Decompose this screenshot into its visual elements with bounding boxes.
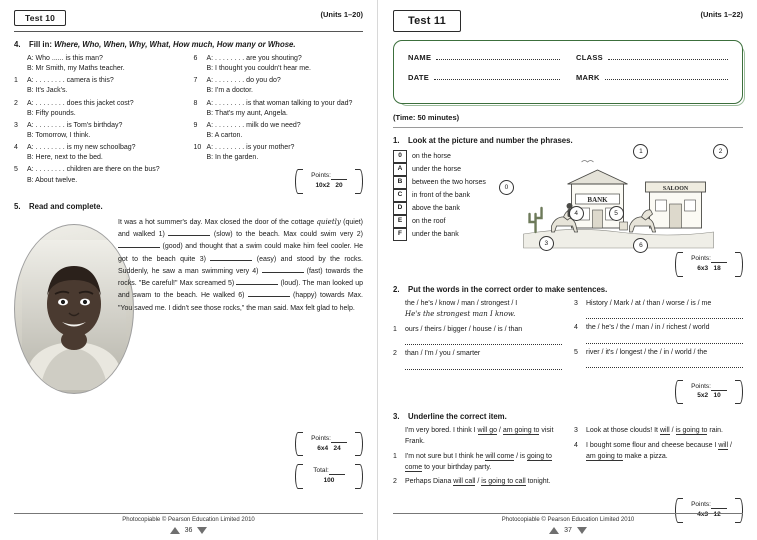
qa-answer: B: Mr Smith, my Maths teacher. xyxy=(27,65,125,73)
choice-mid: / is xyxy=(514,452,527,460)
points-blank xyxy=(331,172,347,180)
marker-6: 6 xyxy=(633,238,648,253)
page-right xyxy=(379,0,757,540)
choice-pre: Perhaps Diana xyxy=(405,478,454,486)
western-scene-illustration xyxy=(494,148,743,249)
qa-item xyxy=(14,165,184,185)
marker-4: 4 xyxy=(569,206,584,221)
story-gap-5 xyxy=(236,284,278,285)
qa-number: 4 xyxy=(14,144,18,152)
order-item xyxy=(393,349,562,370)
choice-option-b[interactable]: is going to call xyxy=(481,478,526,486)
phrase-box[interactable]: A xyxy=(393,163,407,176)
order-number: 1 xyxy=(393,325,397,333)
choice-post: rain. xyxy=(707,427,723,435)
qa-question: A: . . . . . . . . is your mother? xyxy=(206,144,295,152)
qa-question: A: Who ...... is this man? xyxy=(27,55,103,62)
marker-5: 5 xyxy=(609,206,624,221)
points-badge-ex4 xyxy=(295,169,363,194)
choice-option-b[interactable]: am going to xyxy=(586,452,623,460)
phrase-list xyxy=(393,150,486,246)
order-number: 2 xyxy=(393,350,397,358)
choice-option-a[interactable]: will come xyxy=(485,452,515,460)
phrase-text: in front of the bank xyxy=(412,191,470,199)
story-part-7: (loud). The man looked up and swam to the beach. He walked 6) xyxy=(118,280,363,300)
order-prompt: the / he's / know / man / strongest / I xyxy=(405,299,518,307)
exercise-3-columns xyxy=(393,426,743,492)
list-item[interactable] xyxy=(393,163,486,176)
points-calc: 6x4 xyxy=(317,444,329,452)
class-label: CLASS xyxy=(576,53,603,62)
total-wrap xyxy=(14,464,363,489)
triangle-left-icon xyxy=(170,527,180,534)
qa-question: A: . . . . . . . . children are there on the bus? xyxy=(27,166,160,174)
story-gap-6 xyxy=(248,296,290,297)
qa-question: A: . . . . . . . . are you shouting? xyxy=(206,55,302,62)
qa-question: A: . . . . . . . . does this jacket cost? xyxy=(27,99,134,107)
choice-number: 3 xyxy=(574,427,578,435)
qa-answer: B: I'm a doctor. xyxy=(206,87,253,95)
class-field[interactable] xyxy=(576,51,728,62)
left-footer xyxy=(0,513,377,534)
exercise-3-column-right xyxy=(574,426,743,492)
order-item xyxy=(574,299,743,320)
choice-number: 1 xyxy=(393,452,397,460)
qa-item xyxy=(194,99,364,119)
choice-mid: / xyxy=(728,441,732,449)
exercise-1-body xyxy=(393,148,743,249)
choice-pre: Look at those clouds! It xyxy=(586,427,660,435)
marker-2: 2 xyxy=(713,144,728,159)
order-number: 5 xyxy=(574,348,578,356)
exercise-4-points-wrap xyxy=(194,169,364,194)
class-input-line[interactable] xyxy=(608,51,728,60)
choice-pre: I'm very bored. I think I xyxy=(405,427,478,435)
points-blank xyxy=(711,383,727,391)
exercise-1-title xyxy=(393,136,743,145)
order-prompt: the / he's / the / man / in / richest / world xyxy=(586,324,710,332)
exercise-2-column-left xyxy=(393,299,562,374)
phrase-box[interactable]: E xyxy=(393,215,407,228)
order-item xyxy=(393,299,562,321)
story-gap-3 xyxy=(210,260,252,261)
choice-post: visit Frank. xyxy=(405,427,554,445)
svg-text:SALOON: SALOON xyxy=(662,186,689,192)
phrase-text: above the bank xyxy=(412,204,460,212)
choice-pre: I bought some flour and cheese because I xyxy=(586,441,719,449)
left-page-header xyxy=(14,10,363,26)
answer-line[interactable] xyxy=(586,310,743,319)
choice-number: 4 xyxy=(574,441,578,449)
qa-number: 1 xyxy=(14,77,18,85)
points-label: Points: xyxy=(311,172,331,180)
triangle-right-icon xyxy=(577,527,587,534)
exercise-4-columns xyxy=(14,54,363,194)
story-part-4: (good) and thought that a swim could make him feel cooler. He got to the beach quite 3) xyxy=(118,243,363,263)
points-badge-ex1 xyxy=(675,252,743,277)
page-number-right: 37 xyxy=(564,527,572,534)
svg-text:BANK: BANK xyxy=(587,196,608,204)
choice-option-b[interactable]: am going to xyxy=(502,427,540,435)
exercise-4-title xyxy=(14,40,363,49)
exercise-3-column-left xyxy=(393,426,562,492)
marker-1: 1 xyxy=(633,144,648,159)
choice-item[interactable] xyxy=(574,441,743,463)
units-label-left: (Units 1–20) xyxy=(320,10,363,19)
page-number-left-wrap xyxy=(0,527,377,534)
phrase-box[interactable]: D xyxy=(393,202,407,215)
qa-item xyxy=(14,99,184,119)
choice-pre: I'm not sure but I think he xyxy=(405,452,486,460)
qa-item xyxy=(14,54,184,74)
exercise-2-columns xyxy=(393,299,743,374)
choice-post: make a pizza. xyxy=(622,452,668,460)
answer-line[interactable] xyxy=(405,336,562,345)
qa-answer: B: About twelve. xyxy=(27,176,78,184)
points-label: Points: xyxy=(311,434,331,442)
choice-post: to your birthday party. xyxy=(422,463,492,471)
phrase-box[interactable]: 0 xyxy=(393,150,407,163)
exercise-3-title-text: Underline the correct item. xyxy=(408,412,507,422)
exercise-5-block xyxy=(14,216,363,426)
exercise-2-points-wrap xyxy=(393,380,743,405)
copyright-right: Photocopiable © Pearson Education Limited 2010 xyxy=(393,513,743,523)
story-part-5: (easy) and stood by the rocks. Suddenly, he saw a man swimming very 4) xyxy=(118,255,363,275)
list-item[interactable] xyxy=(393,202,486,215)
choice-mid: / xyxy=(669,427,676,435)
points-calc: 6x3 xyxy=(697,264,709,272)
qa-item xyxy=(14,76,184,96)
qa-number: 3 xyxy=(14,121,18,129)
order-prompt: than / I'm / you / smarter xyxy=(405,350,481,358)
points-label: Points: xyxy=(691,382,711,390)
qa-number: 10 xyxy=(193,144,202,152)
order-prompt: History / Mark / at / than / worse / is / me xyxy=(586,299,712,307)
exercise-5-title-text: Read and complete. xyxy=(29,201,103,211)
exercise-1-number: 1. xyxy=(393,136,400,145)
time-rule xyxy=(393,127,743,128)
student-info-row-2 xyxy=(408,71,728,82)
order-number: 3 xyxy=(574,299,578,307)
choice-number: 2 xyxy=(393,478,397,486)
points-calc: 5x2 xyxy=(697,392,709,400)
choice-post: tonight. xyxy=(525,478,551,486)
qa-item xyxy=(194,76,364,96)
exercise-2-title xyxy=(393,285,743,294)
student-info-box xyxy=(393,40,743,104)
list-item[interactable] xyxy=(393,189,486,202)
total-label: Total: xyxy=(313,467,329,475)
page-number-left: 36 xyxy=(184,527,193,534)
qa-question: A: . . . . . . . . is Tom's birthday? xyxy=(27,121,123,129)
answer-line[interactable] xyxy=(586,359,743,368)
phrase-box[interactable]: F xyxy=(393,228,407,241)
choice-option-a[interactable]: will xyxy=(659,427,670,435)
points-blank xyxy=(331,435,347,443)
exercise-2-title-text: Put the words in the correct order to make sentences. xyxy=(408,284,608,294)
order-item xyxy=(393,325,562,346)
phrase-box[interactable]: C xyxy=(393,189,407,202)
order-prompt: ours / theirs / bigger / house / is / than xyxy=(405,325,523,333)
qa-answer: B: Here, next to the bed. xyxy=(27,154,103,162)
exercise-5-points-wrap xyxy=(14,432,363,457)
answer-line[interactable] xyxy=(405,361,562,370)
qa-answer: B: I thought you couldn't hear me. xyxy=(206,65,311,73)
phrase-text: under the horse xyxy=(412,165,462,173)
qa-question: A: . . . . . . . . is my new schoolbag? xyxy=(27,144,136,152)
exercise-2-column-right xyxy=(574,299,743,374)
exercise-3-title xyxy=(393,412,743,421)
order-prompt: river / it's / longest / the / in / world / the xyxy=(586,348,708,356)
choice-mid: / xyxy=(475,478,482,486)
qa-item xyxy=(194,143,364,163)
choice-item[interactable] xyxy=(393,477,562,488)
qa-number: 9 xyxy=(193,121,198,129)
story-part-3: (slow) to the beach. Max could swim very 2) xyxy=(210,231,363,239)
points-label: Points: xyxy=(691,255,711,262)
right-page-header xyxy=(393,10,743,32)
qa-question: A: . . . . . . . . do you do? xyxy=(206,77,281,85)
order-item xyxy=(574,348,743,369)
story-part-2: (quiet) and walked 1) xyxy=(118,218,363,239)
points-calc: 4x3 xyxy=(697,511,709,519)
order-number: 4 xyxy=(574,324,578,332)
exercise-5-title xyxy=(14,202,363,211)
header-rule-left xyxy=(14,31,363,32)
date-input-line[interactable] xyxy=(434,71,560,80)
marker-0: 0 xyxy=(499,180,514,195)
qa-number: 6 xyxy=(193,55,198,62)
list-item[interactable] xyxy=(393,215,486,228)
order-number xyxy=(393,299,401,321)
page-number-right-wrap xyxy=(379,527,757,534)
qa-item xyxy=(194,54,364,74)
story-gap-4 xyxy=(262,272,304,273)
qa-number xyxy=(14,54,23,74)
choice-option-a[interactable]: will go xyxy=(477,427,497,435)
qa-number: 7 xyxy=(193,77,198,85)
time-limit: (Time: 50 minutes) xyxy=(393,113,460,122)
qa-question: A: . . . . . . . . camera is this? xyxy=(27,77,114,85)
mark-label: MARK xyxy=(576,73,600,82)
choice-mid: / xyxy=(496,427,503,435)
qa-item xyxy=(194,121,364,141)
story-part-1: It was a hot summer's day. Max closed the door of the cottage xyxy=(118,218,317,226)
exercise-4-column-left xyxy=(14,54,184,194)
choice-item[interactable] xyxy=(393,452,562,474)
mark-input-line[interactable] xyxy=(605,71,728,80)
exercise-4-title-plain: Fill in: xyxy=(29,40,55,49)
triangle-left-icon xyxy=(549,527,559,534)
exercise-4-column-right xyxy=(194,54,364,194)
date-label: DATE xyxy=(408,73,430,82)
exercise-2-number: 2. xyxy=(393,284,400,294)
qa-answer: B: It's Jack's. xyxy=(27,87,68,95)
mark-field[interactable] xyxy=(576,71,728,82)
total-value: 100 xyxy=(323,477,335,485)
phrase-text: on the roof xyxy=(412,217,446,225)
list-item[interactable] xyxy=(393,150,486,163)
story-part-6: (fast) towards the rocks. "Be careful!" Max screamed 5) xyxy=(118,267,363,288)
answer-line[interactable] xyxy=(586,335,743,344)
story-sample-answer: quietly xyxy=(316,217,341,226)
list-item[interactable] xyxy=(393,176,486,189)
exercise-1-title-text: Look at the picture and number the phrases. xyxy=(408,136,573,145)
name-field[interactable] xyxy=(408,51,560,62)
student-photo xyxy=(14,224,134,394)
points-total: 20 xyxy=(335,182,343,190)
points-total: 10 xyxy=(713,392,721,400)
story-gap-1 xyxy=(168,235,210,236)
student-info-row-1 xyxy=(408,51,728,62)
points-badge-ex5 xyxy=(295,432,363,457)
phrase-text: under the bank xyxy=(412,230,459,238)
points-total: 12 xyxy=(713,511,721,519)
name-input-line[interactable] xyxy=(436,51,560,60)
name-label: NAME xyxy=(408,53,432,62)
qa-number: 8 xyxy=(193,99,198,107)
total-badge xyxy=(295,464,363,489)
qa-question: A: . . . . . . . . milk do we need? xyxy=(206,121,301,129)
points-total: 24 xyxy=(333,444,341,452)
choice-option-b[interactable]: going to come xyxy=(405,452,552,471)
qa-answer: B: In the garden. xyxy=(206,154,259,162)
order-item xyxy=(574,323,743,344)
page-left xyxy=(0,0,378,540)
qa-number: 5 xyxy=(14,166,18,174)
choice-option-b[interactable]: is going to xyxy=(675,427,708,435)
photo-illustration xyxy=(22,240,126,390)
exercise-1-points-wrap xyxy=(393,252,743,277)
exercise-5-number: 5. xyxy=(14,201,21,211)
scene-svg xyxy=(494,150,743,250)
test-label-right: Test 11 xyxy=(393,10,461,32)
triangle-right-icon xyxy=(197,527,207,534)
points-badge-ex2 xyxy=(675,380,743,405)
date-field[interactable] xyxy=(408,71,560,82)
exercise-5-story xyxy=(118,216,363,315)
story-part-8: (happy) towards Max. "You saved me. I didn't see those rocks," the man said. Max felt glad to help. xyxy=(118,292,363,312)
test-label-left: Test 10 xyxy=(14,10,66,26)
points-label: Points: xyxy=(691,501,711,509)
list-item[interactable] xyxy=(393,228,486,241)
total-blank xyxy=(329,467,345,475)
choice-option-a[interactable]: will xyxy=(718,441,729,449)
points-total: 18 xyxy=(713,264,721,272)
marker-3: 3 xyxy=(539,236,554,251)
points-calc: 10x2 xyxy=(315,182,330,190)
points-blank xyxy=(711,501,727,509)
right-footer xyxy=(379,513,757,534)
qa-answer: B: Tomorrow, I think. xyxy=(27,131,91,139)
qa-number: 2 xyxy=(14,99,18,107)
choice-item[interactable] xyxy=(393,426,562,448)
qa-answer: B: A carton. xyxy=(206,131,243,139)
phrase-box[interactable]: B xyxy=(393,176,407,189)
qa-item xyxy=(14,143,184,163)
qa-question: A: . . . . . . . . is that woman talking to your dad? xyxy=(206,99,353,107)
units-label-right: (Units 1–22) xyxy=(700,10,743,19)
exercise-4-title-italic: Where, Who, When, Why, What, How much, How many or Whose. xyxy=(54,40,296,49)
phrase-text: between the two horses xyxy=(412,178,486,186)
choice-item[interactable] xyxy=(574,426,743,437)
exercise-3-number: 3. xyxy=(393,412,400,422)
qa-answer: B: Fifty pounds. xyxy=(27,109,76,117)
choice-option-a[interactable]: will call xyxy=(453,478,476,486)
phrase-text: on the horse xyxy=(412,152,451,160)
story-gap-2 xyxy=(118,247,160,248)
exercise-4-number: 4. xyxy=(14,40,21,49)
copyright-left: Photocopiable © Pearson Education Limited 2010 xyxy=(14,513,363,523)
choice-number xyxy=(393,426,401,448)
points-blank xyxy=(711,255,727,263)
order-answer: He's the strongest man I know. xyxy=(405,310,516,319)
qa-item xyxy=(14,121,184,141)
qa-answer: B: That's my aunt, Angela. xyxy=(206,109,288,117)
